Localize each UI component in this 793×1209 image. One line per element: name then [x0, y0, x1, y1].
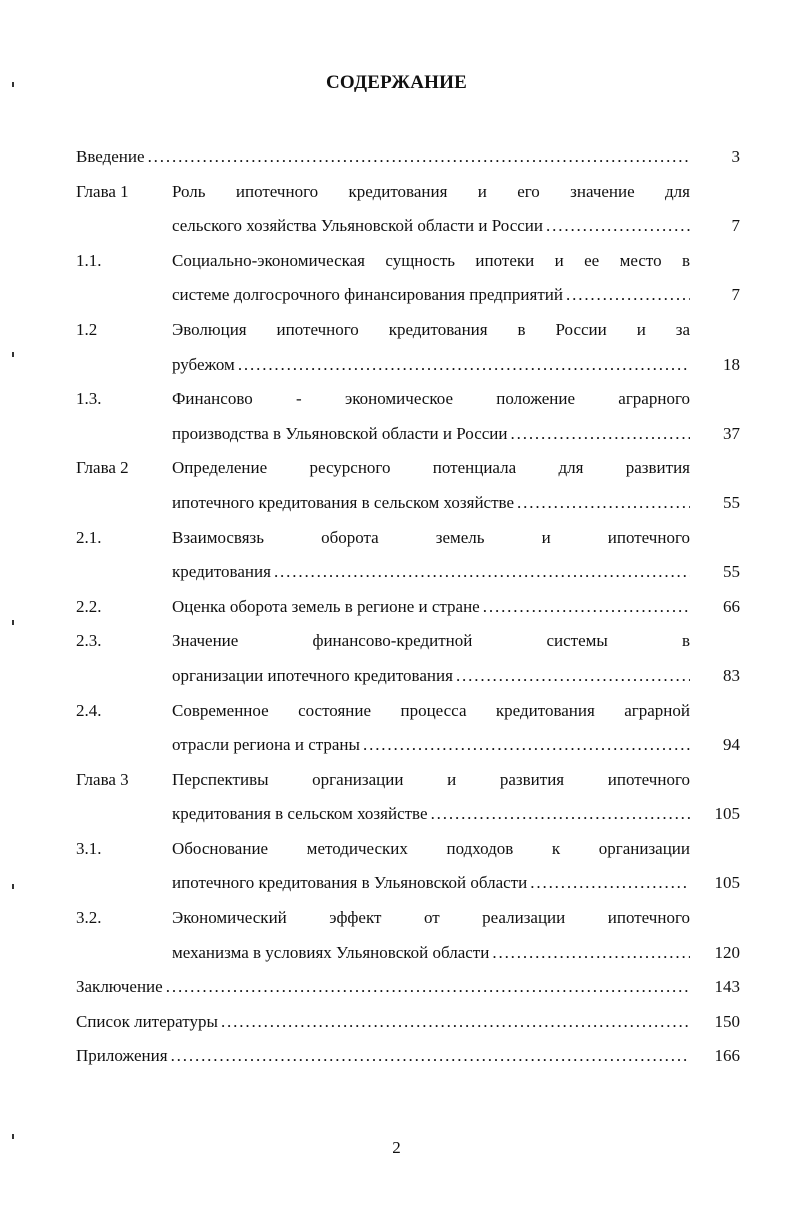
toc-entry-number: Глава 3: [76, 769, 129, 789]
toc-entry-number: 2.2.: [76, 596, 102, 616]
toc-entry: [76, 970, 746, 1005]
toc-page-number: 3: [731, 147, 740, 166]
toc-entry-number: Глава 1: [76, 181, 129, 201]
toc-entry: [76, 1005, 746, 1040]
toc-entry-title: Введение . . .: [76, 140, 690, 175]
toc-entry: [76, 175, 746, 244]
scan-margin-mark: [12, 352, 14, 357]
toc-entry-title: Список литературы . . .: [76, 1005, 690, 1040]
toc-entry-title: ипотечного кредитования в сельском хозяйстве . . .: [172, 486, 690, 521]
toc-entry-title: сельского хозяйства Ульяновской области и России . . .: [172, 209, 690, 244]
toc-entry-title: Определение ресурсного потенциала для развития: [172, 458, 690, 478]
table-of-contents: [76, 140, 746, 1074]
toc-line: [76, 728, 746, 763]
toc-line: [76, 901, 746, 936]
toc-entry-title: Значение финансово-кредитной системы в: [172, 631, 690, 651]
toc-line: [76, 486, 746, 521]
toc-entry-title: организации ипотечного кредитования . . .: [172, 659, 690, 694]
toc-entry-number: 1.3.: [76, 389, 102, 409]
toc-line: [76, 244, 746, 279]
toc-line: [76, 832, 746, 867]
toc-page-number: 18: [723, 354, 740, 374]
toc-page-number: 143: [714, 977, 740, 997]
toc-entry: [76, 1039, 746, 1074]
toc-page-number: 166: [714, 1046, 740, 1066]
toc-entry-title: отрасли региона и страны . . .: [172, 728, 690, 763]
toc-entry-title: Приложения . . .: [76, 1039, 690, 1074]
toc-line: [76, 866, 746, 901]
toc-entry-title: Социально-экономическая сущность ипотеки и ее место в: [172, 250, 690, 270]
toc-entry-title: Оценка оборота земель в регионе и стране . . .: [172, 590, 690, 625]
toc-line: [76, 209, 746, 244]
toc-entry: [76, 624, 746, 693]
toc-entry-number: 2.3.: [76, 631, 102, 651]
toc-entry-title: Эволюция ипотечного кредитования в России и за: [172, 319, 690, 339]
toc-entry-title: механизма в условиях Ульяновской области . . .: [172, 936, 690, 971]
scan-margin-mark: [12, 1134, 14, 1139]
toc-entry-title: Финансово - экономическое положение аграрного: [172, 389, 690, 409]
toc-line: [76, 278, 746, 313]
toc-entry-title: производства в Ульяновской области и России . . .: [172, 417, 690, 452]
toc-line: [76, 175, 746, 210]
toc-entry-title: рубежом . . .: [172, 348, 690, 383]
toc-line: [76, 521, 746, 556]
toc-entry-title: Перспективы организации и развития ипотечного: [172, 769, 690, 789]
toc-entry-title: ипотечного кредитования в Ульяновской области . . .: [172, 866, 690, 901]
toc-entry-number: Глава 2: [76, 458, 129, 478]
toc-entry-title: Современное состояние процесса кредитования аграрной: [172, 700, 690, 720]
toc-page-number: 105: [714, 804, 740, 824]
toc-entry-number: 1.1.: [76, 250, 102, 270]
toc-line: [76, 382, 746, 417]
toc-line: [76, 140, 746, 175]
toc-line: [76, 763, 746, 798]
toc-page-number: 7: [731, 216, 740, 236]
toc-page-number: 55: [723, 562, 740, 582]
toc-entry: [76, 244, 746, 313]
toc-entry: [76, 521, 746, 590]
toc-entry-title: кредитования в сельском хозяйстве . . .: [172, 797, 690, 832]
toc-page-number: 55: [723, 492, 740, 512]
toc-entry-number: 2.1.: [76, 527, 102, 547]
toc-line: [76, 1005, 746, 1040]
toc-line: [76, 694, 746, 729]
scan-margin-mark: [12, 884, 14, 889]
toc-entry: [76, 763, 746, 832]
toc-entry-title: Роль ипотечного кредитования и его значение для: [172, 181, 690, 201]
toc-entry-title: кредитования . . .: [172, 555, 690, 590]
toc-entry: [76, 901, 746, 970]
scan-margin-mark: [12, 620, 14, 625]
toc-line: [76, 659, 746, 694]
toc-page-number: 120: [714, 942, 740, 962]
toc-entry: [76, 832, 746, 901]
scan-margin-mark: [12, 82, 14, 87]
toc-line: [76, 1039, 746, 1074]
page-title: СОДЕРЖАНИЕ: [326, 72, 467, 93]
toc-line: [76, 797, 746, 832]
toc-entry-title: Обоснование методических подходов к организации: [172, 838, 690, 858]
toc-page-number: 37: [723, 423, 740, 443]
toc-page-number: 7: [731, 285, 740, 305]
toc-line: [76, 313, 746, 348]
toc-page-number: 94: [723, 735, 740, 755]
toc-entry: [76, 590, 746, 625]
toc-line: [76, 348, 746, 383]
toc-page-number: 66: [723, 596, 740, 616]
toc-entry-number: 3.2.: [76, 908, 102, 928]
toc-line: [76, 451, 746, 486]
toc-entry: [76, 451, 746, 520]
toc-entry-number: 2.4.: [76, 700, 102, 720]
toc-entry-number: 3.1.: [76, 838, 102, 858]
toc-entry: [76, 313, 746, 382]
toc-line: [76, 970, 746, 1005]
page-number: 2: [392, 1138, 401, 1157]
toc-line: [76, 417, 746, 452]
toc-line: [76, 624, 746, 659]
toc-entry-title: Взаимосвязь оборота земель и ипотечного: [172, 527, 690, 547]
toc-entry-number: 1.2: [76, 319, 98, 339]
toc-entry-title: Экономический эффект от реализации ипотечного: [172, 908, 690, 928]
toc-line: [76, 590, 746, 625]
toc-entry-title: Заключение . . .: [76, 970, 690, 1005]
toc-entry: [76, 140, 746, 175]
toc-page-number: 83: [723, 665, 740, 685]
toc-line: [76, 555, 746, 590]
toc-entry: [76, 382, 746, 451]
toc-entry: [76, 694, 746, 763]
toc-page-number: 105: [714, 873, 740, 893]
toc-entry-title: системе долгосрочного финансирования предприятий . . .: [172, 278, 690, 313]
toc-page-number: 150: [714, 1011, 740, 1031]
toc-line: [76, 936, 746, 971]
